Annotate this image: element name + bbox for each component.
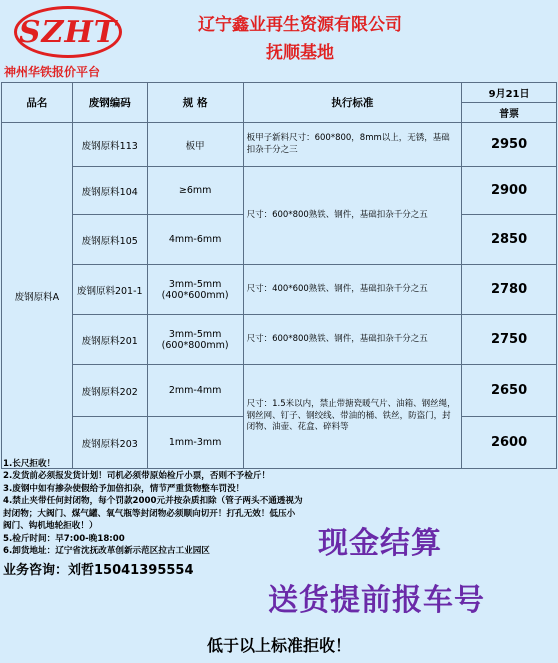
row-code: 废钢原料202 (72, 365, 147, 417)
row-code: 废钢原料201 (72, 315, 147, 365)
note-item: 6.卸货地址：辽宁省沈抚改革创新示范区拉古工业园区 (3, 546, 210, 557)
row-price: 2650 (462, 365, 557, 417)
row-spec: 3mm-5mm (400*600mm) (147, 265, 243, 315)
row-spec: 板甲 (147, 123, 243, 167)
company-name: 辽宁鑫业再生资源有限公司 (198, 15, 402, 35)
notes-block (3, 458, 303, 580)
note-item: 4.禁止夹带任何封闭物，每个罚款2000元并按杂质扣除（管子两头不通透视为封闭物；大阀门、煤气罐、氧气瓶等封闭物必须顺向切开！打孔无效！低压小阀门、钩机地轮拒收！） (3, 496, 303, 532)
row-code: 废钢原料104 (72, 167, 147, 215)
note-item: 1.长尺拒收！ (3, 459, 56, 469)
logo-text: SZHT (18, 15, 118, 50)
row-price: 2780 (462, 265, 557, 315)
contact-line: 业务咨询：刘哲15041395554 (3, 562, 194, 578)
footer-warning: 低于以上标准拒收！ (206, 636, 351, 655)
table-row (2, 167, 557, 215)
table-row (2, 123, 557, 167)
row-standard: 尺寸：600*800熟铁、钢件，基础扣杂千分之五 (243, 167, 462, 265)
row-spec: 4mm-6mm (147, 215, 243, 265)
group-name: 废钢原料A (2, 123, 73, 469)
note-item: 3.废钢中如有掺杂使假给予加倍扣杂，情节严重货物整车罚没！ (3, 483, 245, 494)
row-spec: 2mm-4mm (147, 365, 243, 417)
row-standard: 尺寸：1.5米以内，禁止带搪瓷暖气片、油箱、钢丝绳，钢丝网、钉子、钢绞线、带油的桶、铁丝，防盗门，封闭物、油壶、花盒、碎料等 (243, 365, 462, 469)
row-spec: ≥6mm (147, 167, 243, 215)
subbrand-label: 神州华铁报价平台 (4, 65, 101, 79)
row-price: 2850 (462, 215, 557, 265)
header (0, 0, 558, 82)
row-spec: 3mm-5mm (600*800mm) (147, 315, 243, 365)
row-price: 2600 (462, 417, 557, 469)
price-table (1, 82, 557, 469)
row-standard: 板甲子新料尺寸：600*800，8mm以上，无锈，基础扣杂千分之三 (243, 123, 462, 167)
row-code: 废钢原料105 (72, 215, 147, 265)
header-name: 品名 (2, 83, 73, 123)
header-standard: 执行标准 (243, 83, 462, 123)
row-code: 废钢原料113 (72, 123, 147, 167)
note-item: 2.发货前必须报发货计划！司机必须带原始检斤小票，否则不予检斤！ (3, 471, 271, 482)
row-standard: 尺寸：400*600熟铁、钢件，基础扣杂千分之五 (243, 265, 462, 315)
row-price: 2900 (462, 167, 557, 215)
slogan-delivery: 送货提前报车号 (268, 583, 485, 618)
table-row (2, 365, 557, 417)
table-row (2, 315, 557, 365)
header-date: 9月21日 (462, 83, 557, 103)
note-item: 5.检斤时间：早7:00-晚18:00 (3, 533, 125, 544)
row-code: 废钢原料201-1 (72, 265, 147, 315)
header-spec: 规 格 (147, 83, 243, 123)
base-name: 抚顺基地 (266, 43, 334, 63)
row-code: 废钢原料203 (72, 417, 147, 469)
header-code: 废钢编码 (72, 83, 147, 123)
row-price: 2950 (462, 123, 557, 167)
row-price: 2750 (462, 315, 557, 365)
row-spec: 1mm-3mm (147, 417, 243, 469)
row-standard: 尺寸：600*800熟铁、钢件，基础扣杂千分之五 (243, 315, 462, 365)
szht-logo (14, 6, 122, 58)
header-ticket: 普票 (462, 103, 557, 123)
table-row (2, 265, 557, 315)
slogan-cash: 现金结算 (318, 526, 442, 561)
